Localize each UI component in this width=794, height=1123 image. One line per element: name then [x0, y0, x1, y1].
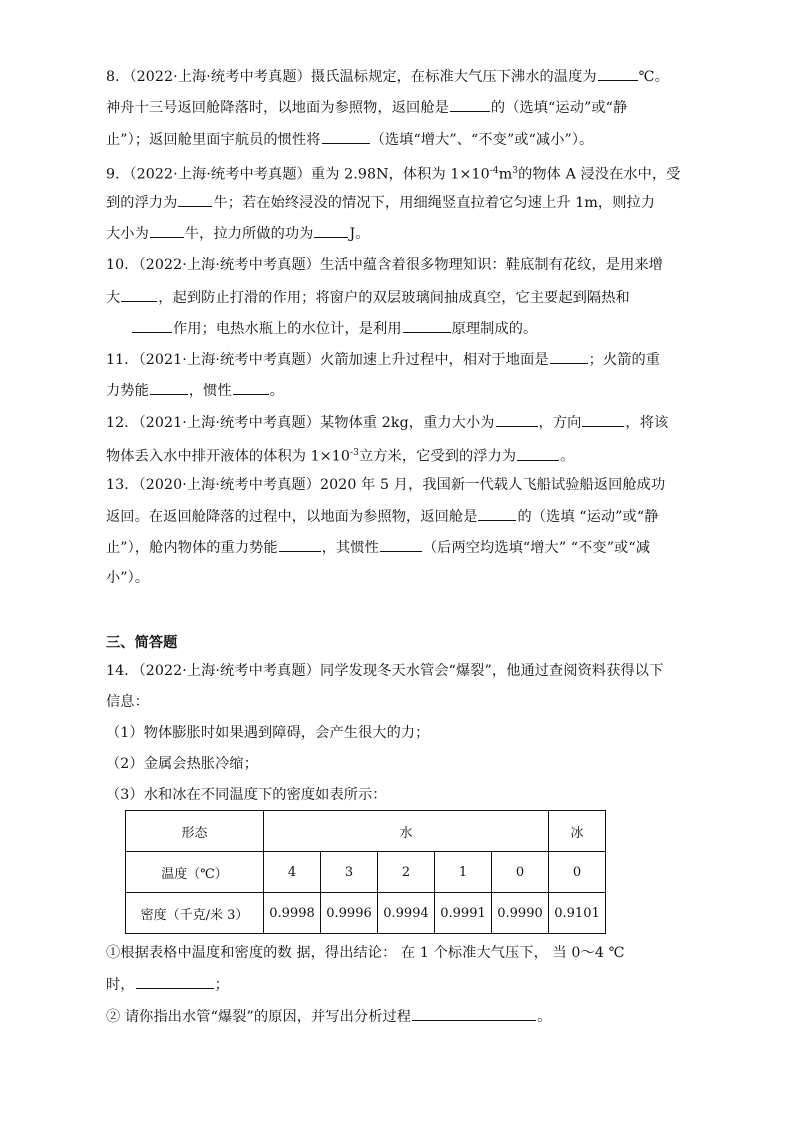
- table-cell: 2: [378, 852, 435, 893]
- q14-text: 14．（2022·上海·统考中考真题）同学发现冬天水管会“爆裂”，他通过查阅资料获得以下: [106, 663, 664, 679]
- exponent: -4: [489, 166, 499, 176]
- table-cell: 3: [321, 852, 378, 893]
- header-state: 形态: [126, 811, 264, 852]
- q8-text: 8．（2022·上海·统考中考真题）摄氏温标规定，在标准大气压下沸水的温度为: [106, 69, 597, 85]
- answer-blank: [279, 538, 321, 552]
- table-cell: 0.9990: [492, 893, 549, 934]
- q12-line-2: [106, 444, 574, 466]
- table-row-density: [126, 893, 606, 934]
- answer-blank: [582, 413, 624, 427]
- q10-text: 原理制成的。: [451, 321, 538, 337]
- q14-item-2: （2）金属会热胀冷缩；: [106, 756, 259, 772]
- q8-line-2: [106, 98, 627, 117]
- answer-blank: [403, 319, 451, 333]
- q14-text: ；: [214, 977, 229, 993]
- answer-blank: [517, 447, 559, 461]
- q8-text: 神舟十三号返回舱降落时，以地面为参照物，返回舱是: [106, 100, 449, 116]
- q12-line-1: [106, 413, 668, 432]
- q13-text: （后两空均选填“增大” “不变”或“减: [422, 540, 650, 556]
- answer-blank: [150, 224, 184, 238]
- q13-text: 小”）。: [106, 570, 150, 586]
- q9-text: J。: [349, 226, 370, 242]
- table-cell: 0.9994: [378, 893, 435, 934]
- q9-line-3: [106, 224, 370, 243]
- q14-text: 时，: [106, 977, 135, 993]
- answer-blank: [380, 538, 422, 552]
- q9-line-1: [106, 162, 681, 184]
- table-cell: 0.9998: [264, 893, 321, 934]
- q14-subq-1-line-2: [106, 975, 229, 994]
- exponent: 3: [512, 166, 519, 176]
- q9-line-2: [106, 193, 655, 212]
- density-label: 密度（千克/米 3）: [126, 893, 264, 934]
- q11-line-1: [106, 350, 660, 369]
- q9-text: 到的浮力为: [106, 195, 178, 211]
- answer-blank: [496, 413, 538, 427]
- answer-blank: [150, 381, 188, 395]
- answer-blank: [478, 507, 516, 521]
- q13-text: ，其惯性: [321, 540, 379, 556]
- q9-text: 9．（2022·上海·统考中考真题）重为 2.98N，体积为 1×10: [106, 166, 490, 183]
- q8-text: ℃。: [638, 69, 669, 85]
- q10-line-3: [106, 319, 537, 338]
- q13-line-3: [106, 538, 650, 557]
- q11-text: 11．（2021·上海·统考中考真题）火箭加速上升过程中，相对于地面是: [106, 352, 549, 368]
- q13-line-2: [106, 507, 658, 526]
- q12-text: ，将该: [625, 415, 669, 431]
- section-heading: 三、简答题: [106, 635, 178, 651]
- q9-text: m: [498, 166, 513, 183]
- q13-line-1: [106, 476, 665, 494]
- q9-text: 大小为: [106, 226, 149, 242]
- q10-line-2: [106, 288, 630, 307]
- q13-text: 返回。在返回舱降落的过程中，以地面为参照物，返回舱是: [106, 509, 478, 525]
- answer-blank: [314, 224, 348, 238]
- q8-line-1: [106, 67, 669, 86]
- header-water: 水: [264, 811, 549, 852]
- answer-blank: [178, 193, 212, 207]
- q11-text: ；火箭的重: [588, 352, 661, 368]
- q10-line-1: [106, 256, 663, 274]
- q11-line-2: [106, 381, 284, 400]
- q8-line-3: [106, 130, 593, 149]
- q13-text: 的（选填 “运动”或“静: [517, 509, 659, 525]
- answer-blank: [550, 350, 588, 364]
- q8-text: （选填“增大”、“不变”或“减小”）。: [370, 132, 594, 148]
- q13-text: 13．（2020·上海·统考中考真题）2020 年 5 月，我国新一代载人飞船试验船返回舱成功: [106, 477, 666, 493]
- q12-text: ，方向: [538, 415, 582, 431]
- q14-item-1: （1）物体膨胀时如果遇到障碍，会产生很大的力；: [106, 725, 430, 741]
- answer-blank: [132, 319, 172, 333]
- q10-text: ，起到防止打滑的作用；将窗户的双层玻璃间抽成真空，它主要起到隔热和: [158, 290, 630, 306]
- answer-blank: [136, 975, 214, 989]
- table-cell: 0.9991: [435, 893, 492, 934]
- q14-line-1: [106, 662, 663, 680]
- exponent: -3: [350, 448, 359, 458]
- q14-text: ①根据表格中温度和密度的数 据，得出结论： 在 1 个标准大气压下， 当 0～4 ℃: [106, 945, 625, 961]
- q10-text: 作用；电热水瓶上的水位计，是利用: [173, 321, 402, 337]
- q8-text: 的（选填“运动”或“静: [490, 100, 628, 116]
- answer-blank: [450, 98, 490, 112]
- temp-label: 温度（℃）: [126, 852, 264, 893]
- q8-text: 止”）；返回舱里面宇航员的惯性将: [106, 132, 321, 148]
- q13-line-4: [106, 569, 149, 587]
- q11-text: ，惯性: [188, 383, 232, 399]
- q9-text: 的物体 A 浸没在水中，受: [518, 166, 681, 183]
- q11-text: 。: [269, 383, 285, 399]
- table-cell: 0: [549, 852, 606, 893]
- q14-text: ② 请你指出水管“爆裂”的原因，并写出分析过程: [106, 1009, 412, 1025]
- q14-line-2: [106, 693, 149, 711]
- table-row-temperature: [126, 852, 606, 893]
- table-cell: 0.9996: [321, 893, 378, 934]
- table-cell: 4: [264, 852, 321, 893]
- q12-text: 12．（2021·上海·统考中考真题）某物体重 2kg，重力大小为: [106, 415, 495, 431]
- table-cell: 0: [492, 852, 549, 893]
- q12-text: 立方米，它受到的浮力为: [358, 448, 517, 465]
- answer-blank: [322, 130, 370, 144]
- table-cell: 1: [435, 852, 492, 893]
- answer-blank: [121, 288, 157, 302]
- q10-text: 10．（2022·上海·统考中考真题）生活中蕴含着很多物理知识：鞋底制有花纹，是用来增: [106, 257, 663, 273]
- q12-text: 物体丢入水中排开液体的体积为 1×10: [106, 448, 351, 465]
- q14-subq-1-line-1: [106, 944, 625, 962]
- q10-text: 大: [106, 290, 121, 306]
- answer-blank: [412, 1007, 536, 1021]
- density-table: [125, 810, 606, 934]
- q11-text: 力势能: [106, 383, 149, 399]
- q13-text: 止”），舱内物体的重力势能: [106, 540, 278, 556]
- q14-text: 。: [537, 1009, 552, 1025]
- q12-text: 。: [560, 448, 575, 465]
- answer-blank: [598, 67, 638, 81]
- table-header-row: [126, 811, 606, 852]
- q9-text: 牛，拉力所做的功为: [184, 226, 314, 242]
- q14-item-3: （3）水和冰在不同温度下的密度如表所示：: [106, 787, 387, 803]
- header-ice: 冰: [549, 811, 606, 852]
- q14-text: 信息：: [106, 694, 149, 710]
- q9-text: 牛；若在始终浸没的情况下，用细绳竖直拉着它匀速上升 1m，则拉力: [213, 195, 656, 211]
- table-cell: 0.9101: [549, 893, 606, 934]
- q14-subq-2: [106, 1007, 551, 1026]
- answer-blank: [233, 381, 269, 395]
